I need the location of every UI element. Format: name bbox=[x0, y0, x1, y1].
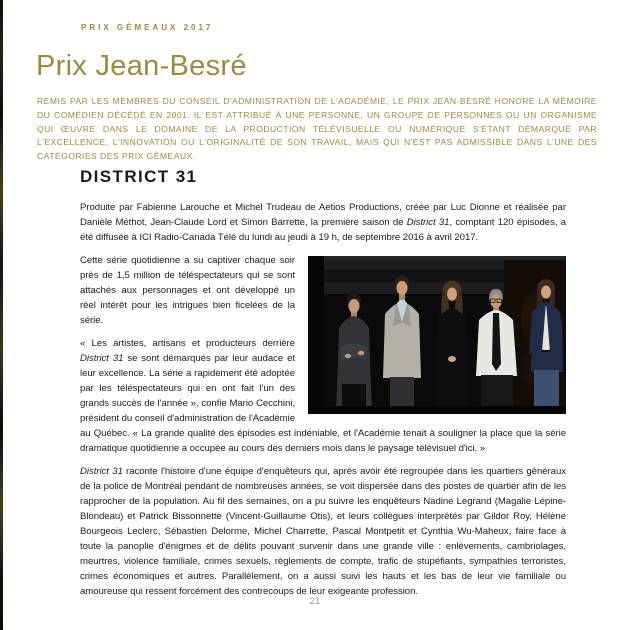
article-heading: DISTRICT 31 bbox=[80, 167, 198, 186]
award-description: REMIS PAR LES MEMBRES DU CONSEIL D'ADMINISTRATION DE L'ACADÉMIE, LE PRIX JEAN-BESRÉ HONORE LA MÉMOIRE DU COMÉDIEN DÉCÉDÉ EN 2001. IL EST ATTRIBUÉ À UNE PERSONNE, UN GROUPE DE PERSONNES OU UN ORGANISME QUI ŒUVRE DANS LE DOMAINE DE LA PRODUCTION TÉLÉVISUELLE OU NUMÉRIQUE S'ÉTANT DÉMARQUÉ PAR L'EXCELLENCE, L'INNOVATION OU L'ORIGINALITÉ DE SON TRAVAIL, MAIS QUI N'EST PAS ADMISSIBLE DANS L'UNE DES CATÉGORIES DES PRIX GÉMEAUX. bbox=[37, 96, 597, 162]
district-31-cast-photo bbox=[308, 256, 566, 414]
paragraph-1: Produite par Fabienne Larouche et Michel Trudeau de Aetios Productions, créée par Luc Dionne et réalisée par Danièle Méthot, Jean-Claude Lord et Simon Barrette, la première saison de District 31, comptant 120 épisodes, a été diffusée à ICI Radio-Canada Télé du lundi au jeudi à 19 h, de septembre 2016 à avril 2017. bbox=[80, 202, 566, 243]
book-spine-edge bbox=[0, 0, 3, 630]
article bbox=[80, 167, 566, 607]
running-header: PRIX GÉMEAUX 2017 bbox=[81, 23, 214, 32]
paragraph-3: « Les artistes, artisans et producteurs derrière District 31 se sont démarqués par leur audace et leur excellence. La série a rapidement été adoptée par les téléspectateurs qui en ont fait l'un des grands succès de l'année », confie Mario Cecchini, président du conseil d'administration de l'Académie au Québec. « La grande qualité des épisodes est indéniable, et l'Académie tenait à souligner la place que la série dramatique quotidienne a occupée au cours des derniers mois dans le paysage télévisuel d'ici. » bbox=[80, 338, 566, 454]
page-number: 21 bbox=[309, 596, 321, 607]
page-title: Prix Jean-Besré bbox=[36, 50, 247, 82]
paragraph-4: District 31 raconte l'histoire d'une équipe d'enquêteurs qui, après avoir été regroupée dans les quartiers généraux de la police de Montréal pendant de nombreuses années, se voit dispersée dans des postes de quartier afin de les rapprocher de la population. Au fil des semaines, on a pu suivre les enquêteurs Nadine Legrand (Magalie Lépine-Blondeau) et Patrick Bissonnette (Vincent-Guillaume Otis), et leurs collègues interprétés par Gildor Roy, Hélène Bourgeois Leclerc, Sébastien Delorme, Michel Charrette, Pascal Montpetit et Cynthia Wu-Maheux, faire face à toute la panoplie d'énigmes et de délits pouvant survenir dans une grande ville : enlèvements, cambriolages, meurtres, violence familiale, crimes sexuels, règlements de compte, trafic de stupéfiants, sympathies terroristes, crimes économiques et autres. Parallèlement, on a aussi suivi les hauts et les bas de leur vie familiale ou amoureuse qui ressent forcément des contrecoups de leur exigeante profession. bbox=[80, 466, 566, 597]
photo-text-wrap bbox=[80, 253, 566, 607]
paragraph-2: Cette série quotidienne a su captiver chaque soir près de 1,5 million de téléspectateurs qui se sont attachés aux personnages et ont développé un réel intérêt pour les intrigues bien ficelées de la série. bbox=[80, 255, 295, 326]
cast-photo-illustration bbox=[308, 256, 566, 414]
